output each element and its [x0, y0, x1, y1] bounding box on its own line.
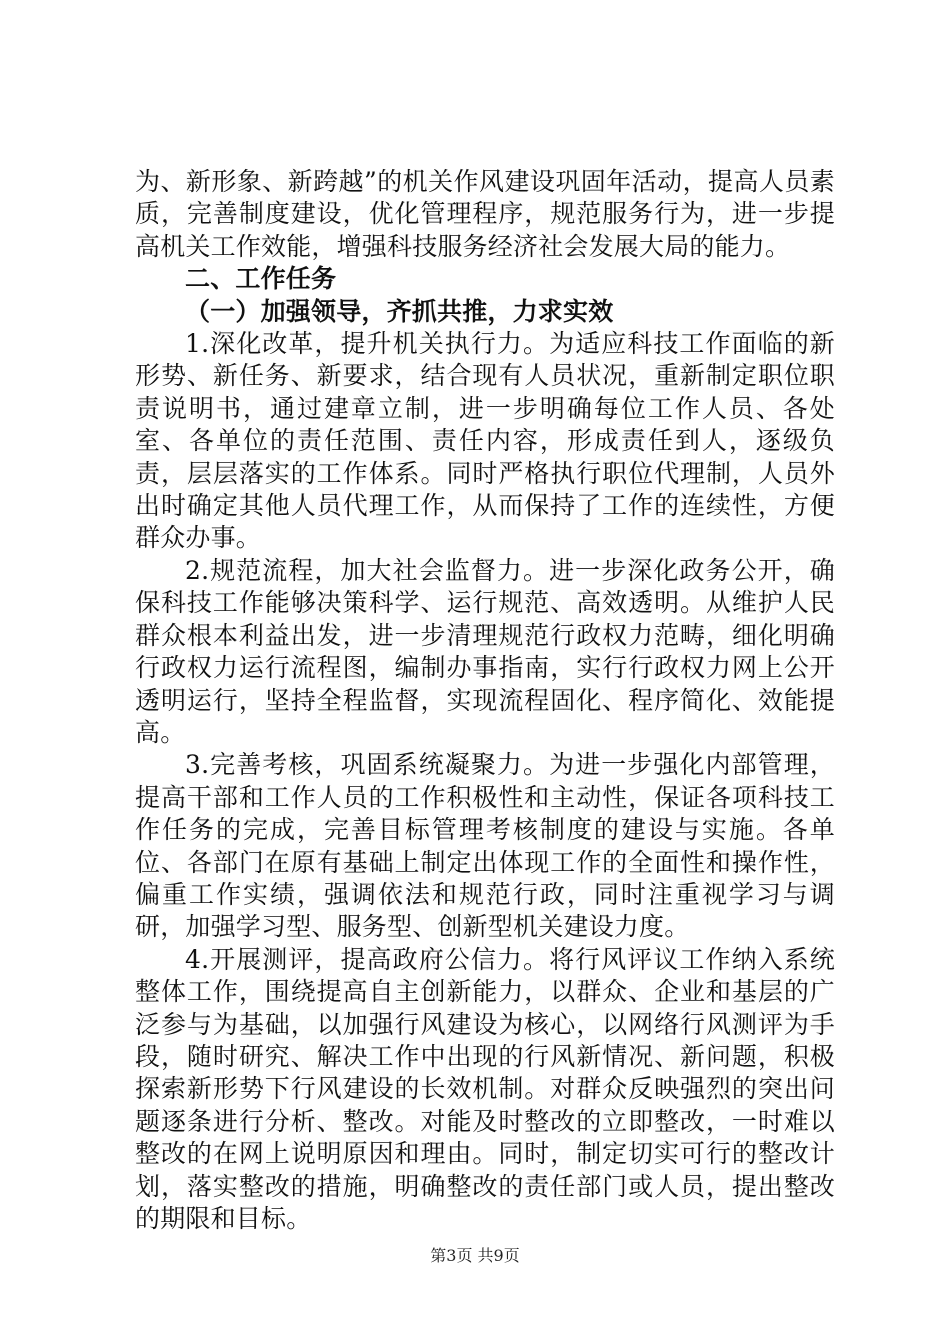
page-number-footer: 第3页 共9页	[430, 1246, 520, 1265]
paragraph-item-2: 2.规范流程，加大社会监督力。进一步深化政务公开，确保科技工作能够决策科学、运行规范、高效透明。从维护人民群众根本利益出发，进一步清理规范行政权力范畴，细化明确行政权力运行流程图，编制办事指南，实行行政权力网上公开透明运行，坚持全程监督，实现流程固化、程序简化、效能提高。	[135, 555, 835, 747]
subsection-heading: （一）加强领导，齐抓共推，力求实效	[185, 296, 614, 326]
document-body	[135, 166, 835, 1235]
paragraph-item-3: 3.完善考核，巩固系统凝聚力。为进一步强化内部管理，提高干部和工作人员的工作积极性和主动性，保证各项科技工作任务的完成，完善目标管理考核制度的建设与实施。各单位、各部门在原有基础上制定出体现工作的全面性和操作性，偏重工作实绩，强调依法和规范行政，同时注重视学习与调研，加强学习型、服务型、创新型机关建设力度。	[135, 750, 835, 942]
paragraph-item-1: 1.深化改革，提升机关执行力。为适应科技工作面临的新形势、新任务、新要求，结合现有人员状况，重新制定职位职责说明书，通过建章立制，进一步明确每位工作人员、各处室、各单位的责任范围、责任内容，形成责任到人，逐级负责，层层落实的工作体系。同时严格执行职位代理制，人员外出时确定其他人员代理工作，从而保持了工作的连续性，方便群众办事。	[135, 329, 835, 553]
paragraph-item-4: 4.开展测评，提高政府公信力。将行风评议工作纳入系统整体工作，围绕提高自主创新能力，以群众、企业和基层的广泛参与为基础，以加强行风建设为核心，以网络行风测评为手段，随时研究、解决工作中出现的行风新情况、新问题，积极探索新形势下行风建设的长效机制。对群众反映强烈的突出问题逐条进行分析、整改。对能及时整改的立即整改，一时难以整改的在网上说明原因和理由。同时，制定切实可行的整改计划，落实整改的措施，明确整改的责任部门或人员，提出整改的期限和目标。	[135, 944, 835, 1233]
paragraph-continuation: 为、新形象、新跨越”的机关作风建设巩固年活动，提高人员素质，完善制度建设，优化管理程序，规范服务行为，进一步提高机关工作效能，增强科技服务经济社会发展大局的能力。	[135, 167, 835, 261]
section-heading: 二、工作任务	[185, 264, 337, 294]
